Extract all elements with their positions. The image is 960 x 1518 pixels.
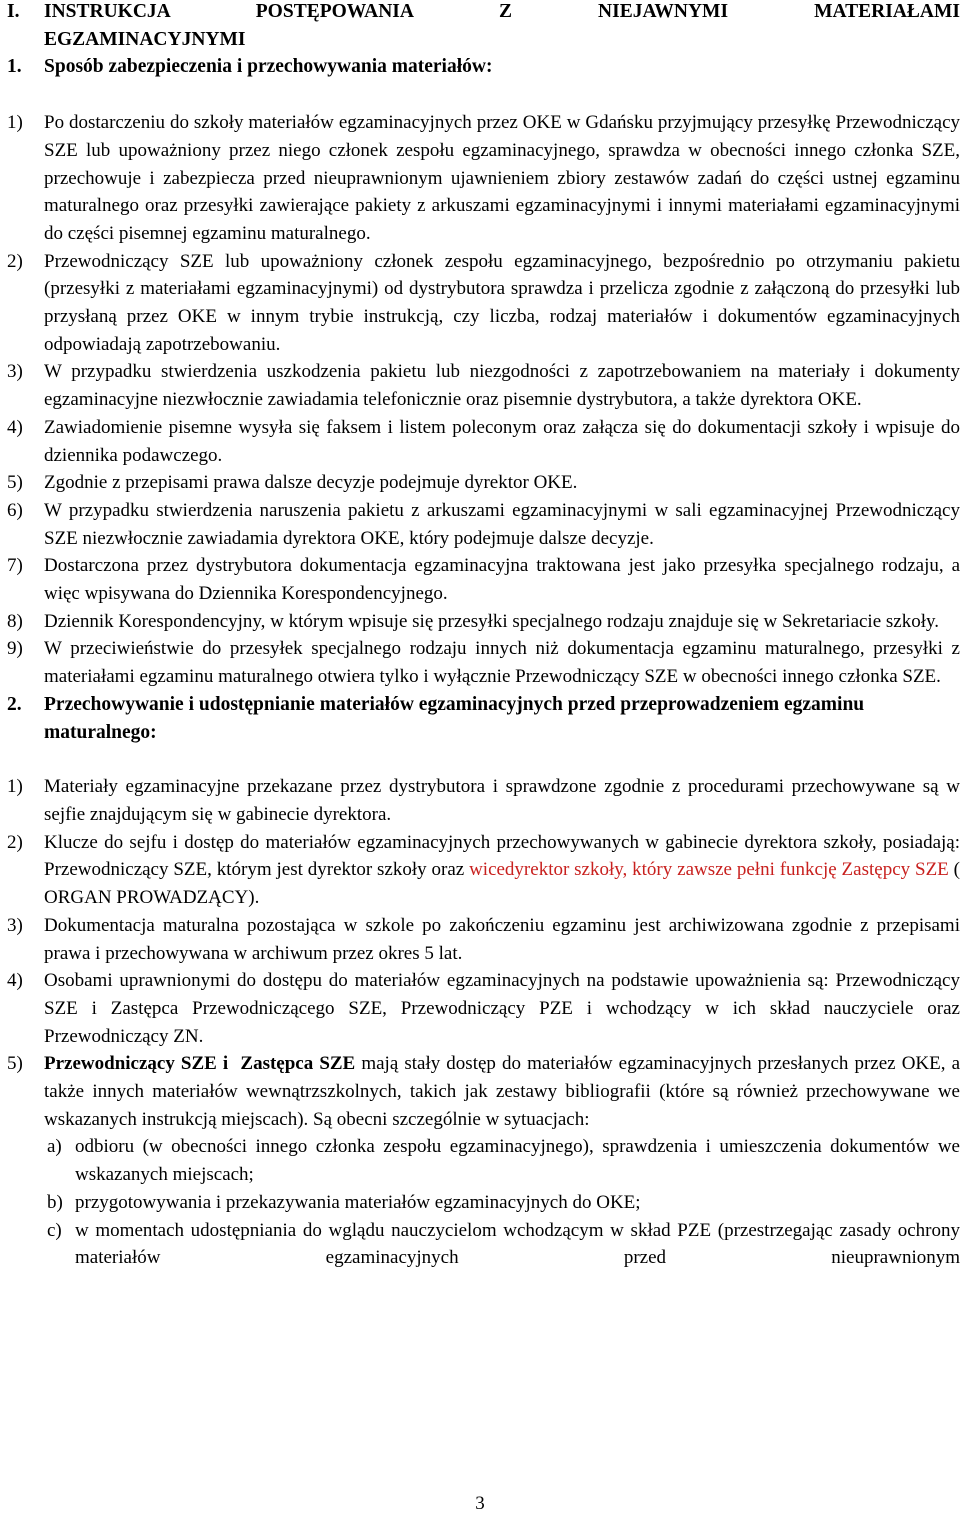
list-item-text: Zawiadomienie pisemne wysyła się faksem i listem poleconym oraz załącza się do dokumentacji szkoły i wpisuje do dziennika podawczego. (44, 416, 960, 466)
bold-text: Przewodniczący SZE i (44, 1053, 229, 1075)
list-item-text: Po dostarczeniu do szkoły materiałów egzaminacyjnych przez OKE w Gdańsku przyjmujący przesyłkę Przewodniczący SZE lub upoważniony przez niego członek zespołu egzaminacyjnego, sprawdza w obecności innego członka SZE, przechowuje i zabezpiecza przed nieuprawnionym ujawnieniem zbiory zestawów zadań do części ustnej egzaminu maturalnego oraz przesyłki zawierające pakiety z arkuszami egzaminacyjnymi i innymi materiałami egzaminacyjnymi do części pisemnej egzaminu maturalnego. (44, 112, 960, 244)
list-item-number: 6) (7, 499, 23, 521)
list-item-text: Przewodniczący SZE lub upoważniony członek zespołu egzaminacyjnego, bezpośrednio po otrzymaniu pakietu (przesyłki z materiałami egzaminacyjnymi) od dystrybutora sprawdza i przelicza zgodnie z załączoną do przesyłki lub przysłaną przez OKE w innym trybie instrukcją, czy liczba, rodzaj materiałów i dokumentów egzaminacyjnych odpowiadają zapotrzebowaniu. (44, 250, 960, 355)
spacer (0, 746, 960, 773)
list-item (0, 109, 960, 248)
sub-list-item-letter: c) (47, 1219, 62, 1241)
list-item-number: 5) (7, 1053, 23, 1075)
list-item-number: 4) (7, 416, 23, 438)
list-item (0, 829, 960, 912)
list-item (0, 635, 960, 690)
list-item (0, 912, 960, 967)
section-title-text: Sposób zabezpieczenia i przechowywania materiałów: (44, 56, 493, 78)
list-item-number: 3) (7, 914, 23, 936)
list-item-number: 1) (7, 112, 23, 134)
list-item-text-end: ( ORGAN PROWADZĄCY). (44, 859, 960, 909)
list-item-text: Materiały egzaminacyjne przekazane przez dystrybutora i sprawdzone zgodnie z procedurami przechowywane są w sejfie znajdującym się w gabinecie dyrektora. (44, 776, 960, 825)
list-item (0, 469, 960, 497)
section-title-text: Przechowywanie i udostępnianie materiałów egzaminacyjnych przed przeprowadzeniem egzaminu maturalnego: (44, 693, 865, 743)
sub-list-item-text: odbioru (w obecności innego członka zespołu egzaminacyjnego), sprawdzenia i umieszczenia dokumentów we wskazanych miejscach; (75, 1136, 960, 1186)
list-item-number: 1) (7, 776, 23, 798)
list-item (0, 414, 960, 469)
section-1-title (0, 53, 960, 81)
sub-list-item-letter: a) (47, 1136, 62, 1158)
sub-list-item-letter: b) (47, 1191, 63, 1213)
highlighted-text: wicedyrektor szkoły, który zawsze pełni funkcję Zastępcy SZE (469, 859, 949, 881)
list-item-text: W przeciwieństwie do przesyłek specjalnego rodzaju innych niż dokumentacja egzaminu maturalnego, przesyłki z materiałami egzaminu maturalnego otwiera tylko i wyłącznie Przewodniczący SZE w obecności innego członka SZE. (44, 638, 960, 688)
list-item-text: W przypadku stwierdzenia uszkodzenia pakietu lub niezgodności z zapotrzebowaniem na materiały i dokumenty egzaminacyjne niezwłocznie zawiadamia telefonicznie oraz pisemnie dystrybutora, a także dyrektora OKE. (44, 361, 960, 411)
heading-line-1: INSTRUKCJA POSTĘPOWANIA Z NIEJAWNYMI MATERIAŁAMI (44, 1, 960, 22)
section-2-title (0, 691, 960, 746)
list-item-number: 5) (7, 472, 23, 494)
sub-list-item (0, 1217, 960, 1272)
spacer (0, 81, 960, 109)
list-item (0, 773, 960, 828)
list-item-text: W przypadku stwierdzenia naruszenia pakietu z arkuszami egzaminacyjnymi w sali egzaminacyjnej Przewodniczący SZE niezwłocznie zawiadamia dyrektora OKE, który podejmuje dalsze decyzje. (44, 499, 960, 549)
list-item (0, 608, 960, 636)
list-item (0, 967, 960, 1050)
list-item-text: Zgodnie z przepisami prawa dalsze decyzje podejmuje dyrektor OKE. (44, 472, 578, 494)
sub-list-item (0, 1133, 960, 1188)
page-number: 3 (475, 1493, 485, 1514)
list-item (0, 1050, 960, 1133)
list-item-number: 2) (7, 250, 23, 272)
list-item-number: 4) (7, 970, 23, 992)
list-item-number: 8) (7, 610, 23, 632)
heading-line-2: EGZAMINACYJNYMI (44, 28, 246, 50)
sub-list-item-text: przygotowywania i przekazywania materiałów egzaminacyjnych do OKE; (75, 1191, 641, 1213)
list-item (0, 552, 960, 607)
list-item-text: Dokumentacja maturalna pozostająca w szkole po zakończeniu egzaminu jest archiwizowana zgodnie z przepisami prawa i przechowywana w archiwum przez okres 5 lat. (44, 914, 960, 964)
heading-number: I. (7, 1, 20, 22)
list-item (0, 358, 960, 413)
section-number: 1. (7, 56, 22, 78)
document-heading (0, 0, 960, 53)
list-item (0, 497, 960, 552)
list-item-text: mają stały dostęp do materiałów egzaminacyjnych przesłanych przez OKE, a także innych materiałów wewnątrzszkolnych, takich jak zestawy bibliografii (które są również przechowywane we wskazanych instrukcją miejscach). Są obecni szczególnie w sytuacjach: (44, 1053, 960, 1130)
bold-text: Zastępca SZE (240, 1053, 356, 1075)
list-item-number: 2) (7, 831, 23, 853)
section-number: 2. (7, 693, 22, 715)
list-item (0, 248, 960, 359)
list-item-number: 9) (7, 638, 23, 660)
list-item-number: 3) (7, 361, 23, 383)
list-item-text: Dziennik Korespondencyjny, w którym wpisuje się przesyłki specjalnego rodzaju znajduje się w Sekretariacie szkoły. (44, 610, 940, 632)
list-item-text: Osobami uprawnionymi do dostępu do materiałów egzaminacyjnych na podstawie upoważnienia są: Przewodniczący SZE i Zastępca Przewodniczącego SZE, Przewodniczący PZE i wchodzący w ich skład nauczyciele oraz Przewodniczący ZN. (44, 970, 960, 1047)
sub-list-item (0, 1189, 960, 1217)
list-item-text: Dostarczona przez dystrybutora dokumentacja egzaminacyjna traktowana jest jako przesyłka specjalnego rodzaju, a więc wpisywana do Dziennika Korespondencyjnego. (44, 555, 960, 605)
list-item-text: Klucze do sejfu i dostęp do materiałów egzaminacyjnych przechowywanych w gabinecie dyrektora szkoły, posiadają: Przewodniczący SZE, którym jest dyrektor szkoły oraz (44, 831, 960, 881)
sub-list-item-text: w momentach udostępniania do wglądu nauczycielom wchodzącym w skład PZE (przestrzegając zasady ochrony materiałów egzaminacyjnych przed nieuprawnionym (75, 1219, 960, 1269)
list-item-number: 7) (7, 555, 23, 577)
